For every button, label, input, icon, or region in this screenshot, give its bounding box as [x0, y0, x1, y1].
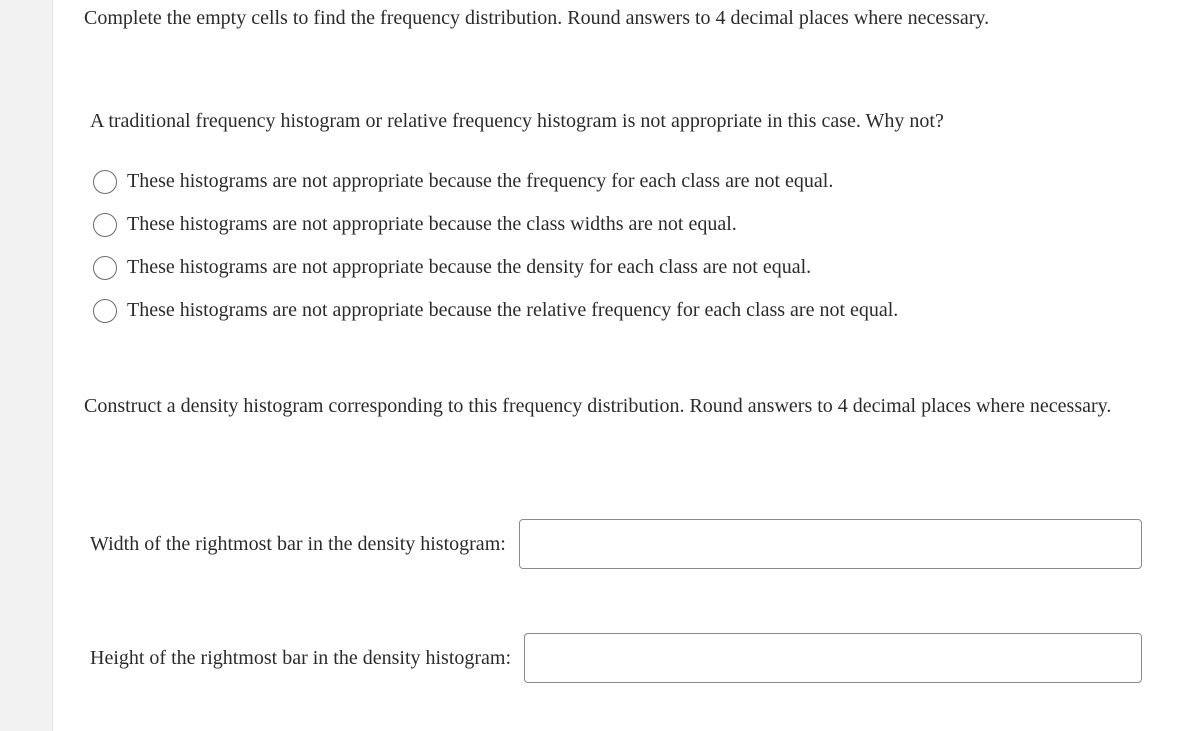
answer-option[interactable]: [93, 289, 898, 332]
question-prompt: A traditional frequency histogram or relative frequency histogram is not appropriate in this case. Why not?: [90, 110, 944, 132]
answer-option-label: These histograms are not appropriate because the class widths are not equal.: [127, 213, 737, 235]
answer-options: [93, 160, 898, 332]
answer-option[interactable]: [93, 246, 898, 289]
radio-button[interactable]: [93, 170, 117, 194]
radio-button[interactable]: [93, 256, 117, 280]
density-instruction: Construct a density histogram corresponding to this frequency distribution. Round answers to 4 decimal places where necessary.: [84, 395, 1112, 417]
left-gutter: [0, 0, 53, 731]
answer-option-label: These histograms are not appropriate because the frequency for each class are not equal.: [127, 170, 834, 192]
height-input[interactable]: [524, 633, 1142, 683]
width-field-row: [90, 517, 1142, 571]
frequency-instruction: Complete the empty cells to find the frequency distribution. Round answers to 4 decimal places where necessary.: [84, 7, 990, 29]
width-input[interactable]: [519, 519, 1142, 569]
answer-option[interactable]: [93, 160, 898, 203]
answer-option-label: These histograms are not appropriate because the relative frequency for each class are not equal.: [127, 299, 899, 321]
radio-button[interactable]: [93, 299, 117, 323]
answer-option-label: These histograms are not appropriate because the density for each class are not equal.: [127, 256, 812, 278]
height-field-row: [90, 631, 1142, 685]
radio-button[interactable]: [93, 213, 117, 237]
question-content: [53, 0, 1197, 731]
height-field-label: Height of the rightmost bar in the density histogram:: [90, 647, 512, 669]
width-field-label: Width of the rightmost bar in the density histogram:: [90, 533, 506, 555]
answer-option[interactable]: [93, 203, 898, 246]
